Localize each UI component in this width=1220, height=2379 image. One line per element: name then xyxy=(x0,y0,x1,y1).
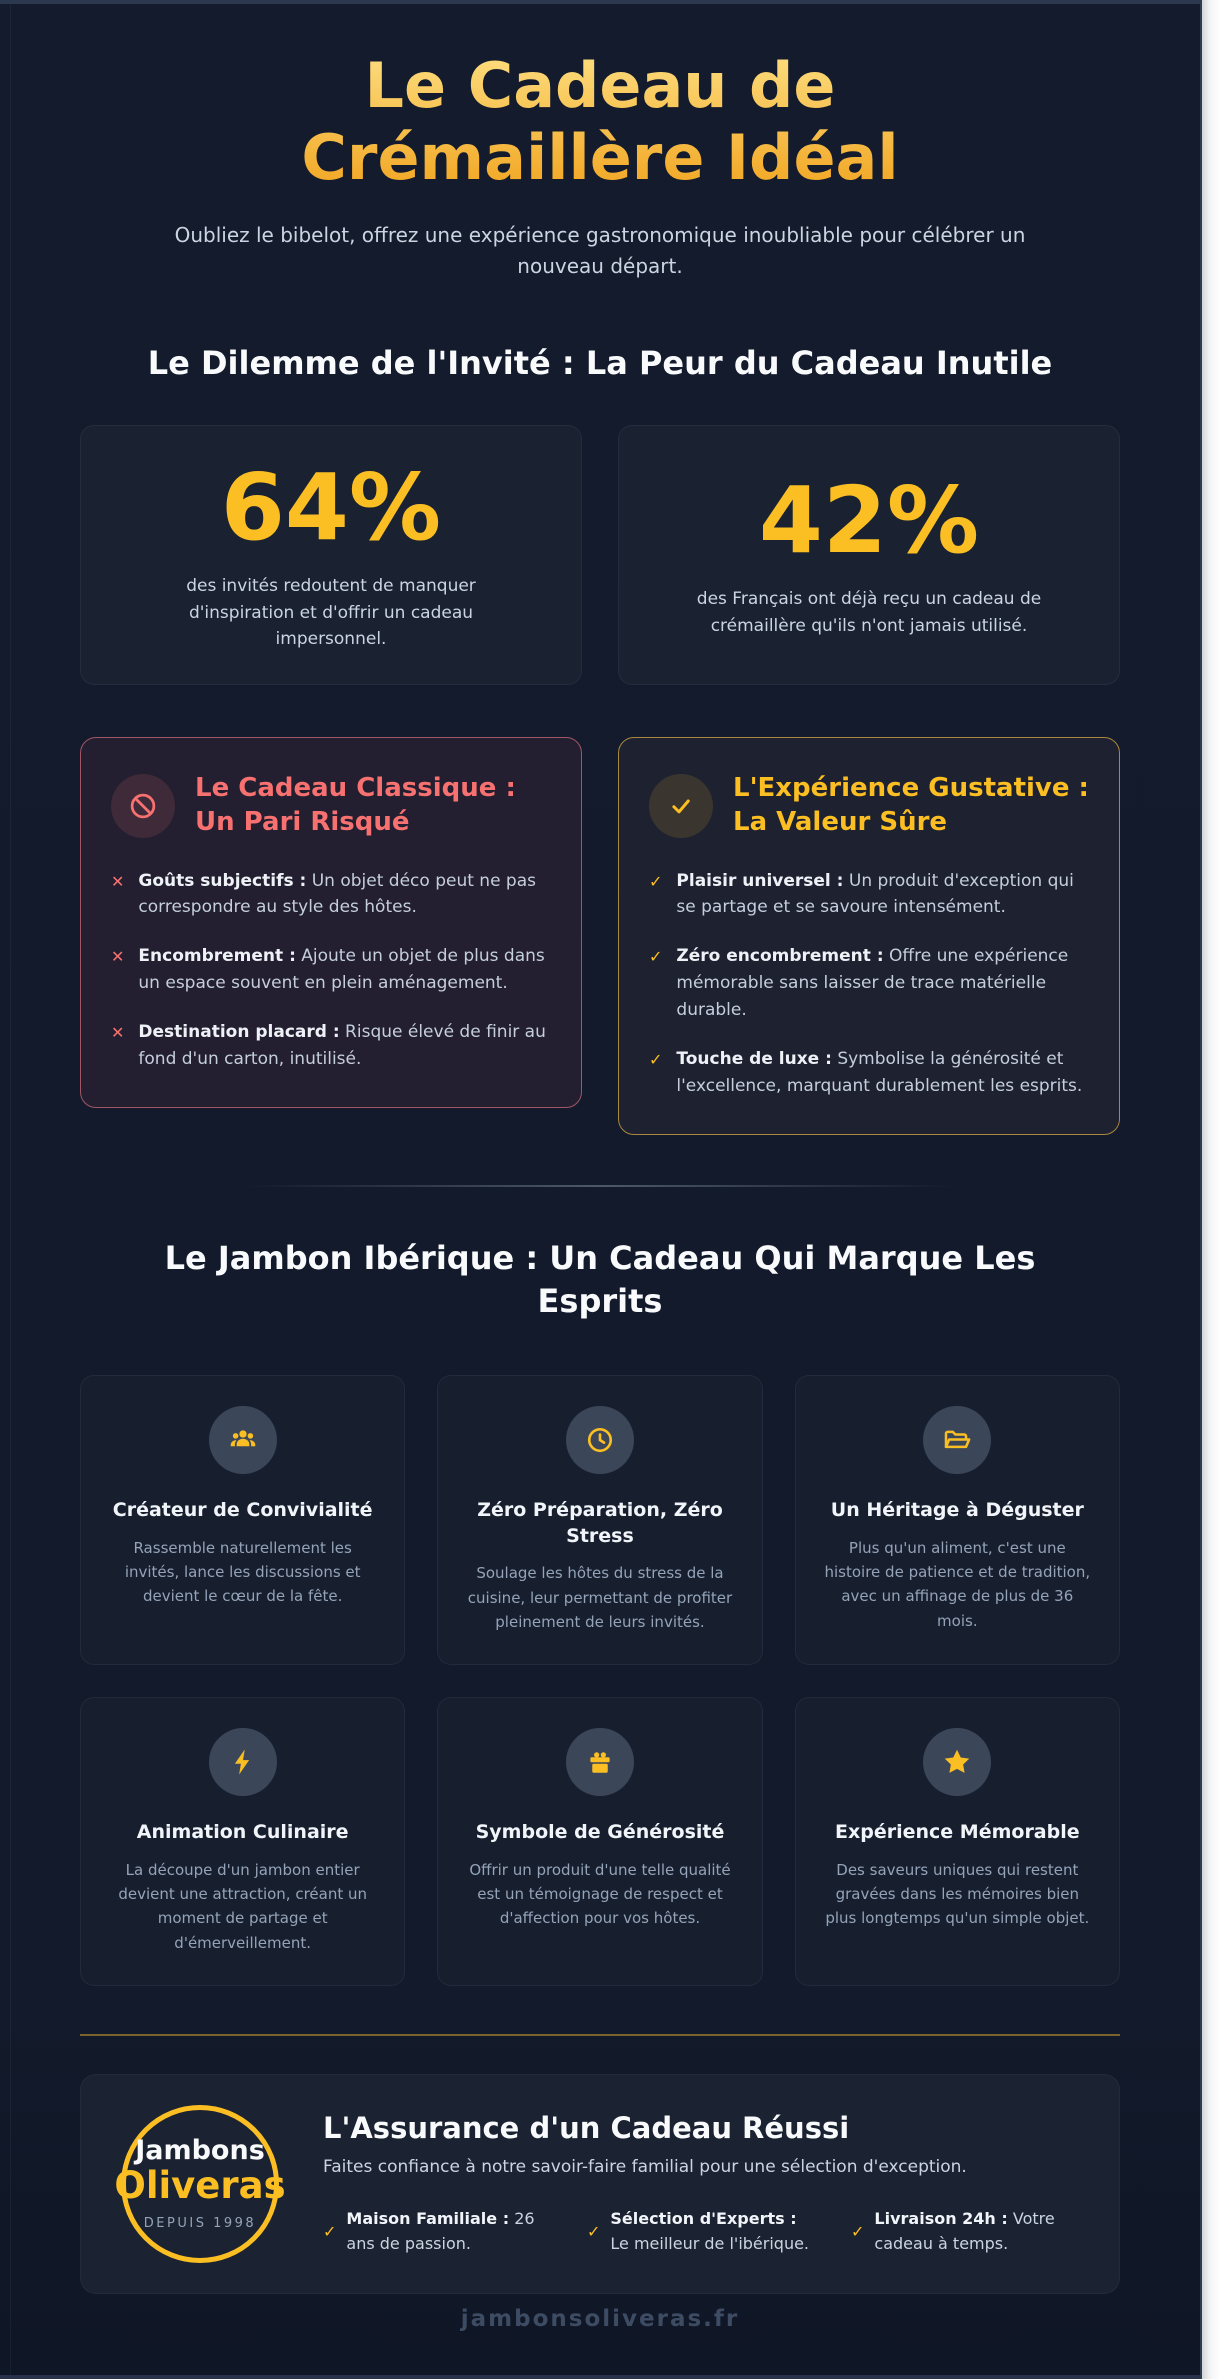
stat-text: des Français ont déjà reçu un cadeau de crémaillère qu'ils n'ont jamais utilisé. xyxy=(696,589,1042,636)
page-header xyxy=(80,50,1120,282)
section-dilemma xyxy=(80,342,1120,1135)
feature-card-heritage xyxy=(795,1375,1120,1665)
clock-icon xyxy=(585,1425,615,1455)
star-icon xyxy=(941,1746,973,1778)
assurance-point xyxy=(323,2207,551,2257)
page-subtitle: Oubliez le bibelot, offrez une expérience gastronomique inoubliable pour célébrer un nouveau départ. xyxy=(174,222,1026,278)
assurance-body xyxy=(323,2111,1079,2257)
site-url: jambonsoliveras.fr xyxy=(460,2305,740,2332)
list-item xyxy=(111,868,551,922)
assurance-heading: L'Assurance d'un Cadeau Réussi xyxy=(323,2111,850,2146)
brand-logo xyxy=(114,2105,286,2263)
assurance-points xyxy=(323,2207,1079,2257)
brand-name-bottom: Oliveras xyxy=(114,2163,286,2207)
stat-text: des invités redoutent de manquer d'inspiration et d'offrir un cadeau impersonnel. xyxy=(186,576,476,649)
ban-icon-circle xyxy=(111,774,175,838)
feature-title: Créateur de Convivialité xyxy=(112,1498,373,1521)
feature-icon-circle xyxy=(923,1406,991,1474)
item-text: Offre une expérience mémorable sans laisser de trace matérielle durable. xyxy=(676,946,1069,1021)
item-text: Symbolise la générosité et l'excellence, marquant durablement les esprits. xyxy=(676,1048,1083,1096)
point-text: Le meilleur de l'ibérique. xyxy=(610,2233,810,2253)
point-text: 26 ans de passion. xyxy=(346,2209,535,2253)
users-icon xyxy=(228,1425,258,1455)
assurance-card xyxy=(80,2074,1120,2294)
item-text: Un produit d'exception qui se partage et se savoure intensément. xyxy=(676,870,1074,918)
point-label: Sélection d'Experts : xyxy=(610,2209,797,2229)
cross-marker-icon: ✕ xyxy=(111,947,125,967)
stat-value: 42% xyxy=(758,466,980,574)
list-item xyxy=(649,1046,1089,1100)
item-label: Goûts subjectifs : xyxy=(138,870,307,891)
brand-name-top: Jambons xyxy=(135,2134,265,2166)
cross-marker-icon: ✕ xyxy=(111,871,125,891)
item-label: Plaisir universel : xyxy=(676,870,844,891)
list-item xyxy=(111,1019,551,1073)
check-marker-icon: ✓ xyxy=(649,871,663,891)
item-label: Destination placard : xyxy=(138,1022,340,1043)
list-item xyxy=(649,868,1089,922)
dilemma-heading: Le Dilemme de l'Invité : La Peur du Cadeau Inutile xyxy=(147,343,1053,382)
check-marker-icon: ✓ xyxy=(587,2221,601,2241)
check-marker-icon: ✓ xyxy=(323,2221,337,2241)
classic-gift-card-header xyxy=(111,772,551,840)
feature-text: Plus qu'un aliment, c'est une histoire de patience et de tradition, avec un affinage de plus de 36 mois. xyxy=(824,1538,1091,1630)
item-label: Encombrement : xyxy=(138,946,296,967)
feature-card-animation xyxy=(80,1697,405,1986)
feature-text: Offrir un produit d'une telle qualité est un témoignage de respect et d'affection pour vos hôtes. xyxy=(469,1860,731,1928)
item-label: Touche de luxe : xyxy=(676,1048,832,1069)
gustative-experience-card-title: L'Expérience Gustative : La Valeur Sûre xyxy=(733,773,1089,837)
gustative-experience-list xyxy=(649,868,1089,1100)
feature-text: Soulage les hôtes du stress de la cuisine, leur permettant de profiter pleinement de leurs invités. xyxy=(467,1564,733,1631)
gustative-experience-card xyxy=(618,737,1120,1135)
check-marker-icon: ✓ xyxy=(851,2221,865,2241)
features-grid xyxy=(80,1375,1120,1986)
check-icon-circle xyxy=(649,774,713,838)
bolt-icon xyxy=(228,1747,258,1777)
gold-divider xyxy=(80,2034,1120,2036)
item-text: Un objet déco peut ne pas correspondre au style des hôtes. xyxy=(138,870,536,918)
point-label: Livraison 24h : xyxy=(874,2209,1008,2229)
feature-text: La découpe d'un jambon entier devient une attraction, créant un moment de partage et d'émerveillement. xyxy=(118,1860,368,1952)
feature-icon-circle xyxy=(566,1728,634,1796)
gustative-experience-card-header xyxy=(649,772,1089,840)
feature-card-convivialite xyxy=(80,1375,405,1665)
feature-icon-circle xyxy=(566,1406,634,1474)
list-item xyxy=(649,943,1089,1024)
feature-card-zero-stress xyxy=(437,1375,762,1665)
page-title: Le Cadeau de Crémaillère Idéal xyxy=(240,50,960,194)
brand-since: DEPUIS 1998 xyxy=(143,2216,257,2232)
feature-card-memorable xyxy=(795,1697,1120,1986)
cross-marker-icon: ✕ xyxy=(111,1023,125,1043)
check-marker-icon: ✓ xyxy=(649,1049,663,1069)
classic-gift-card xyxy=(80,737,582,1108)
feature-title: Un Héritage à Déguster xyxy=(830,1498,1084,1521)
item-text: Ajoute un objet de plus dans un espace souvent en plein aménagement. xyxy=(138,946,545,994)
feature-icon-circle xyxy=(209,1728,277,1796)
check-icon xyxy=(666,791,696,821)
point-label: Maison Familiale : xyxy=(346,2209,510,2229)
section-divider xyxy=(246,1185,953,1187)
feature-title: Animation Culinaire xyxy=(136,1821,349,1844)
feature-title: Zéro Préparation, Zéro Stress xyxy=(477,1498,723,1547)
point-text: Votre cadeau à temps. xyxy=(874,2209,1055,2253)
feature-text: Des saveurs uniques qui restent gravées dans les mémoires bien plus longtemps qu'un simple objet. xyxy=(825,1860,1090,1928)
gift-icon xyxy=(585,1747,615,1777)
feature-title: Expérience Mémorable xyxy=(835,1821,1080,1844)
assurance-point xyxy=(851,2207,1079,2257)
folder-open-icon xyxy=(942,1425,972,1455)
jambon-heading: Le Jambon Ibérique : Un Cadeau Qui Marque Les Esprits xyxy=(164,1238,1036,1320)
feature-icon-circle xyxy=(209,1406,277,1474)
list-item xyxy=(111,943,551,997)
feature-title: Symbole de Générosité xyxy=(475,1821,725,1844)
stat-value: 64% xyxy=(220,453,442,561)
stat-card-42 xyxy=(618,425,1120,685)
classic-gift-card-title: Le Cadeau Classique : Un Pari Risqué xyxy=(195,773,516,837)
compare-grid xyxy=(80,737,1120,1135)
stat-card-64 xyxy=(80,425,582,685)
section-jambon xyxy=(80,1237,1120,1986)
assurance-subheading: Faites confiance à notre savoir-faire familial pour une sélection d'exception. xyxy=(323,2157,967,2178)
check-marker-icon: ✓ xyxy=(649,947,663,967)
assurance-point xyxy=(587,2207,815,2257)
feature-text: Rassemble naturellement les invités, lance les discussions et devient le cœur de la fête. xyxy=(124,1538,361,1606)
stats-grid xyxy=(80,425,1120,685)
classic-gift-list xyxy=(111,868,551,1073)
feature-card-generosite xyxy=(437,1697,762,1986)
scrollbar-track[interactable] xyxy=(1200,0,1220,2379)
item-text: Risque élevé de finir au fond d'un carton, inutilisé. xyxy=(138,1022,546,1069)
ban-icon xyxy=(128,791,158,821)
feature-icon-circle xyxy=(923,1728,991,1796)
item-label: Zéro encombrement : xyxy=(676,946,884,967)
